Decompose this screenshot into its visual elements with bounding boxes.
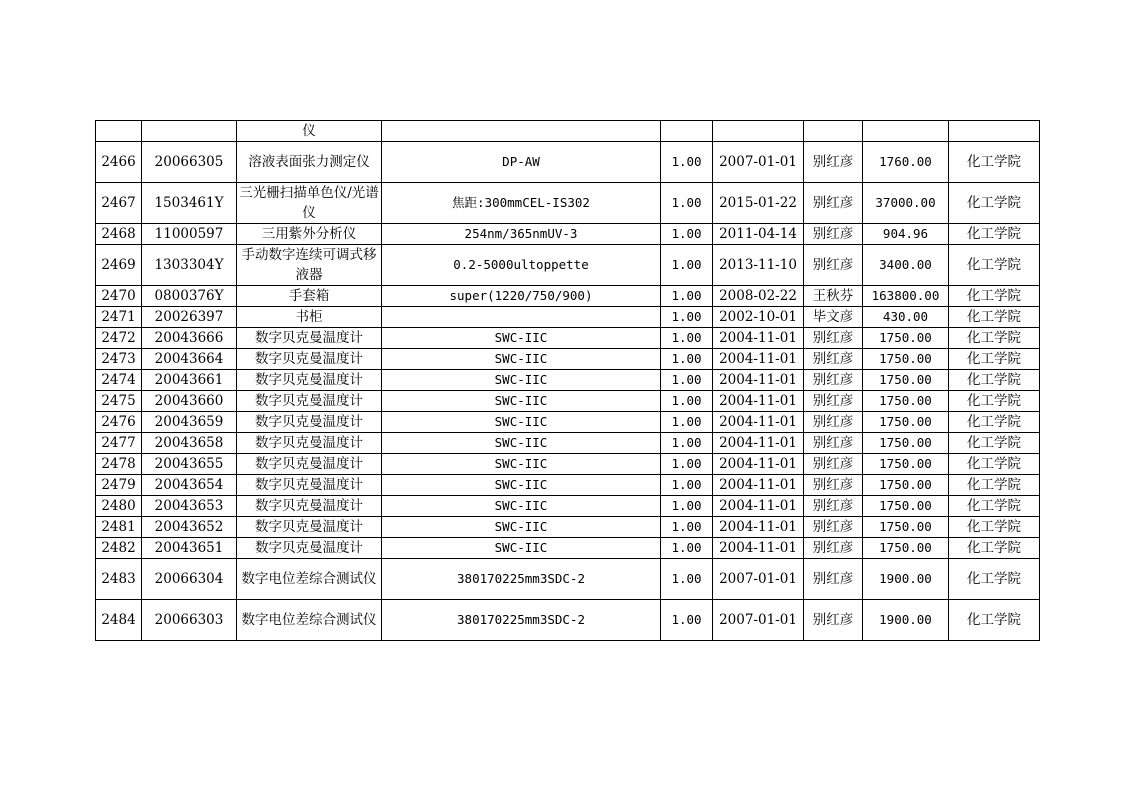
asset-code-cell: 20043666 (142, 328, 237, 349)
model-spec-cell: SWC-IIC (382, 328, 661, 349)
department-cell: 化工学院 (949, 475, 1040, 496)
quantity-cell: 1.00 (661, 224, 713, 245)
department-cell: 化工学院 (949, 183, 1040, 224)
table-row (96, 307, 1040, 328)
purchase-date-cell: 2004-11-01 (713, 328, 804, 349)
table-row (96, 245, 1040, 286)
model-spec-cell: SWC-IIC (382, 412, 661, 433)
custodian-cell (804, 121, 863, 142)
model-spec-cell: SWC-IIC (382, 517, 661, 538)
row-number-cell: 2471 (96, 307, 142, 328)
asset-code-cell: 11000597 (142, 224, 237, 245)
asset-name-cell: 数字贝克曼温度计 (237, 496, 382, 517)
asset-name-cell: 数字贝克曼温度计 (237, 412, 382, 433)
custodian-cell: 别红彦 (804, 328, 863, 349)
quantity-cell: 1.00 (661, 538, 713, 559)
custodian-cell: 别红彦 (804, 496, 863, 517)
table-row (96, 538, 1040, 559)
department-cell: 化工学院 (949, 286, 1040, 307)
custodian-cell: 别红彦 (804, 454, 863, 475)
table-row (96, 391, 1040, 412)
asset-name-cell: 数字电位差综合测试仪 (237, 600, 382, 641)
row-number-cell: 2477 (96, 433, 142, 454)
asset-code-cell: 1303304Y (142, 245, 237, 286)
row-number-cell: 2482 (96, 538, 142, 559)
department-cell: 化工学院 (949, 517, 1040, 538)
purchase-date-cell: 2004-11-01 (713, 454, 804, 475)
model-spec-cell: 焦距:300mmCEL-IS302 (382, 183, 661, 224)
model-spec-cell: SWC-IIC (382, 496, 661, 517)
table-row (96, 142, 1040, 183)
custodian-cell: 别红彦 (804, 183, 863, 224)
custodian-cell: 别红彦 (804, 142, 863, 183)
table-row (96, 496, 1040, 517)
row-number-cell (96, 121, 142, 142)
asset-code-cell: 20043652 (142, 517, 237, 538)
asset-name-cell: 数字贝克曼温度计 (237, 433, 382, 454)
purchase-date-cell: 2004-11-01 (713, 433, 804, 454)
quantity-cell: 1.00 (661, 142, 713, 183)
table-row (96, 559, 1040, 600)
custodian-cell: 王秋芬 (804, 286, 863, 307)
asset-name-cell: 三光栅扫描单色仪/光谱仪 (237, 183, 382, 224)
custodian-cell: 毕文彦 (804, 307, 863, 328)
asset-name-cell: 数字贝克曼温度计 (237, 349, 382, 370)
asset-name-cell: 数字贝克曼温度计 (237, 328, 382, 349)
custodian-cell: 别红彦 (804, 412, 863, 433)
purchase-date-cell: 2004-11-01 (713, 538, 804, 559)
department-cell: 化工学院 (949, 245, 1040, 286)
model-spec-cell: SWC-IIC (382, 538, 661, 559)
asset-code-cell: 20066304 (142, 559, 237, 600)
asset-name-cell: 三用紫外分析仪 (237, 224, 382, 245)
department-cell: 化工学院 (949, 600, 1040, 641)
price-cell: 1750.00 (863, 391, 949, 412)
quantity-cell: 1.00 (661, 412, 713, 433)
asset-name-cell: 手动数字连续可调式移液器 (237, 245, 382, 286)
quantity-cell: 1.00 (661, 600, 713, 641)
quantity-cell: 1.00 (661, 183, 713, 224)
table-row (96, 600, 1040, 641)
quantity-cell: 1.00 (661, 559, 713, 600)
asset-code-cell: 20043651 (142, 538, 237, 559)
table-row (96, 328, 1040, 349)
asset-name-cell: 数字贝克曼温度计 (237, 454, 382, 475)
model-spec-cell: super(1220/750/900) (382, 286, 661, 307)
price-cell: 1900.00 (863, 559, 949, 600)
price-cell (863, 121, 949, 142)
asset-name-cell: 数字贝克曼温度计 (237, 370, 382, 391)
department-cell: 化工学院 (949, 496, 1040, 517)
asset-code-cell: 20026397 (142, 307, 237, 328)
asset-code-cell: 20043664 (142, 349, 237, 370)
row-number-cell: 2476 (96, 412, 142, 433)
custodian-cell: 别红彦 (804, 600, 863, 641)
row-number-cell: 2469 (96, 245, 142, 286)
asset-name-cell: 书柜 (237, 307, 382, 328)
purchase-date-cell: 2004-11-01 (713, 370, 804, 391)
table-row (96, 183, 1040, 224)
custodian-cell: 别红彦 (804, 475, 863, 496)
purchase-date-cell: 2015-01-22 (713, 183, 804, 224)
purchase-date-cell: 2007-01-01 (713, 559, 804, 600)
quantity-cell: 1.00 (661, 245, 713, 286)
purchase-date-cell: 2004-11-01 (713, 391, 804, 412)
asset-name-cell: 数字贝克曼温度计 (237, 517, 382, 538)
model-spec-cell: SWC-IIC (382, 475, 661, 496)
table-body (96, 121, 1040, 641)
department-cell: 化工学院 (949, 307, 1040, 328)
table-row (96, 286, 1040, 307)
asset-code-cell: 1503461Y (142, 183, 237, 224)
custodian-cell: 别红彦 (804, 517, 863, 538)
table-row (96, 517, 1040, 538)
price-cell: 37000.00 (863, 183, 949, 224)
asset-code-cell: 0800376Y (142, 286, 237, 307)
model-spec-cell: SWC-IIC (382, 370, 661, 391)
department-cell: 化工学院 (949, 454, 1040, 475)
table-row (96, 370, 1040, 391)
price-cell: 1750.00 (863, 454, 949, 475)
price-cell: 1750.00 (863, 328, 949, 349)
row-number-cell: 2473 (96, 349, 142, 370)
price-cell: 1900.00 (863, 600, 949, 641)
row-number-cell: 2479 (96, 475, 142, 496)
purchase-date-cell: 2008-02-22 (713, 286, 804, 307)
price-cell: 1760.00 (863, 142, 949, 183)
table-row (96, 349, 1040, 370)
table-row (96, 224, 1040, 245)
department-cell: 化工学院 (949, 370, 1040, 391)
asset-code-cell (142, 121, 237, 142)
row-number-cell: 2475 (96, 391, 142, 412)
custodian-cell: 别红彦 (804, 433, 863, 454)
table-row (96, 454, 1040, 475)
quantity-cell: 1.00 (661, 433, 713, 454)
department-cell: 化工学院 (949, 142, 1040, 183)
model-spec-cell: 0.2-5000ultoppette (382, 245, 661, 286)
row-number-cell: 2484 (96, 600, 142, 641)
custodian-cell: 别红彦 (804, 559, 863, 600)
department-cell: 化工学院 (949, 224, 1040, 245)
purchase-date-cell: 2004-11-01 (713, 496, 804, 517)
custodian-cell: 别红彦 (804, 245, 863, 286)
quantity-cell: 1.00 (661, 286, 713, 307)
asset-code-cell: 20043661 (142, 370, 237, 391)
quantity-cell: 1.00 (661, 496, 713, 517)
row-number-cell: 2470 (96, 286, 142, 307)
asset-code-cell: 20043659 (142, 412, 237, 433)
asset-table (95, 120, 1040, 641)
asset-name-cell: 溶液表面张力测定仪 (237, 142, 382, 183)
purchase-date-cell: 2004-11-01 (713, 349, 804, 370)
purchase-date-cell: 2002-10-01 (713, 307, 804, 328)
quantity-cell (661, 121, 713, 142)
asset-name-cell: 数字贝克曼温度计 (237, 475, 382, 496)
asset-name-cell: 数字电位差综合测试仪 (237, 559, 382, 600)
row-number-cell: 2478 (96, 454, 142, 475)
row-number-cell: 2467 (96, 183, 142, 224)
asset-code-cell: 20066303 (142, 600, 237, 641)
price-cell: 1750.00 (863, 517, 949, 538)
price-cell: 1750.00 (863, 412, 949, 433)
purchase-date-cell: 2007-01-01 (713, 142, 804, 183)
table-row (96, 433, 1040, 454)
custodian-cell: 别红彦 (804, 224, 863, 245)
quantity-cell: 1.00 (661, 307, 713, 328)
custodian-cell: 别红彦 (804, 349, 863, 370)
asset-name-cell: 数字贝克曼温度计 (237, 538, 382, 559)
table-row (96, 121, 1040, 142)
price-cell: 1750.00 (863, 370, 949, 391)
custodian-cell: 别红彦 (804, 538, 863, 559)
row-number-cell: 2480 (96, 496, 142, 517)
quantity-cell: 1.00 (661, 475, 713, 496)
row-number-cell: 2468 (96, 224, 142, 245)
model-spec-cell: SWC-IIC (382, 433, 661, 454)
row-number-cell: 2483 (96, 559, 142, 600)
asset-code-cell: 20066305 (142, 142, 237, 183)
quantity-cell: 1.00 (661, 328, 713, 349)
price-cell: 1750.00 (863, 349, 949, 370)
model-spec-cell (382, 307, 661, 328)
department-cell: 化工学院 (949, 391, 1040, 412)
model-spec-cell (382, 121, 661, 142)
asset-code-cell: 20043658 (142, 433, 237, 454)
purchase-date-cell: 2007-01-01 (713, 600, 804, 641)
asset-code-cell: 20043655 (142, 454, 237, 475)
department-cell (949, 121, 1040, 142)
price-cell: 904.96 (863, 224, 949, 245)
row-number-cell: 2481 (96, 517, 142, 538)
purchase-date-cell: 2004-11-01 (713, 475, 804, 496)
department-cell: 化工学院 (949, 559, 1040, 600)
purchase-date-cell: 2013-11-10 (713, 245, 804, 286)
price-cell: 1750.00 (863, 496, 949, 517)
price-cell: 430.00 (863, 307, 949, 328)
model-spec-cell: 380170225mm3SDC-2 (382, 559, 661, 600)
custodian-cell: 别红彦 (804, 370, 863, 391)
model-spec-cell: 254nm/365nmUV-3 (382, 224, 661, 245)
quantity-cell: 1.00 (661, 454, 713, 475)
department-cell: 化工学院 (949, 328, 1040, 349)
quantity-cell: 1.00 (661, 349, 713, 370)
quantity-cell: 1.00 (661, 370, 713, 391)
asset-code-cell: 20043654 (142, 475, 237, 496)
asset-name-cell: 数字贝克曼温度计 (237, 391, 382, 412)
table-row (96, 475, 1040, 496)
department-cell: 化工学院 (949, 412, 1040, 433)
purchase-date-cell: 2004-11-01 (713, 412, 804, 433)
asset-name-cell: 手套箱 (237, 286, 382, 307)
model-spec-cell: SWC-IIC (382, 391, 661, 412)
row-number-cell: 2474 (96, 370, 142, 391)
department-cell: 化工学院 (949, 349, 1040, 370)
asset-code-cell: 20043653 (142, 496, 237, 517)
price-cell: 163800.00 (863, 286, 949, 307)
price-cell: 1750.00 (863, 433, 949, 454)
table-row (96, 412, 1040, 433)
purchase-date-cell (713, 121, 804, 142)
department-cell: 化工学院 (949, 433, 1040, 454)
price-cell: 1750.00 (863, 475, 949, 496)
price-cell: 3400.00 (863, 245, 949, 286)
row-number-cell: 2472 (96, 328, 142, 349)
model-spec-cell: 380170225mm3SDC-2 (382, 600, 661, 641)
purchase-date-cell: 2011-04-14 (713, 224, 804, 245)
custodian-cell: 别红彦 (804, 391, 863, 412)
department-cell: 化工学院 (949, 538, 1040, 559)
row-number-cell: 2466 (96, 142, 142, 183)
model-spec-cell: SWC-IIC (382, 349, 661, 370)
quantity-cell: 1.00 (661, 391, 713, 412)
quantity-cell: 1.00 (661, 517, 713, 538)
price-cell: 1750.00 (863, 538, 949, 559)
model-spec-cell: DP-AW (382, 142, 661, 183)
asset-code-cell: 20043660 (142, 391, 237, 412)
model-spec-cell: SWC-IIC (382, 454, 661, 475)
asset-name-cell: 仪 (237, 121, 382, 142)
purchase-date-cell: 2004-11-01 (713, 517, 804, 538)
